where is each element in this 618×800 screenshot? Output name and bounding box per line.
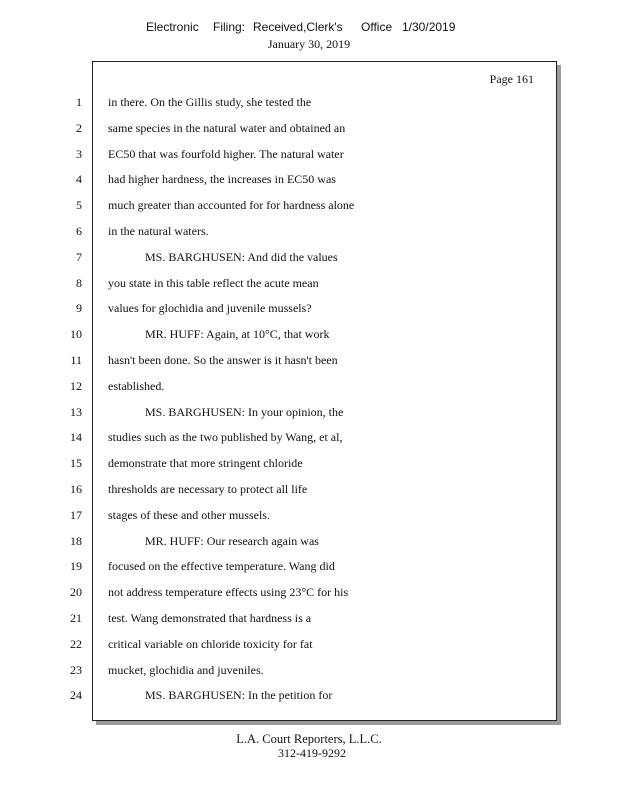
line-number: 8 xyxy=(76,276,82,290)
line-number: 5 xyxy=(76,198,82,212)
transcript-line-text: not address temperature effects using 23°C for his xyxy=(108,585,349,599)
transcript-line-text: thresholds are necessary to protect all life xyxy=(108,482,308,496)
transcript-line-text: same species in the natural water and obtained an xyxy=(108,121,346,135)
line-number: 17 xyxy=(70,508,82,522)
line-number: 7 xyxy=(76,250,82,264)
transcript-line-text: you state in this table reflect the acute mean xyxy=(108,276,319,290)
page-number: Page 161 xyxy=(489,72,534,86)
transcript-line-text: studies such as the two published by Wang, et al, xyxy=(108,430,343,444)
footer-company: L.A. Court Reporters, L.L.C. xyxy=(236,732,382,746)
line-number: 13 xyxy=(70,405,82,419)
header-electronic: Electronic xyxy=(146,20,199,34)
footer-phone: 312-419-9292 xyxy=(278,746,346,760)
line-number: 2 xyxy=(76,121,82,135)
transcript-line-text: focused on the effective temperature. Wang did xyxy=(108,559,335,573)
transcript-line-text: critical variable on chloride toxicity for fat xyxy=(108,637,313,651)
line-number: 22 xyxy=(70,637,82,651)
transcript-line-text: stages of these and other mussels. xyxy=(108,508,270,522)
line-number: 12 xyxy=(70,379,82,393)
line-number: 18 xyxy=(70,534,82,548)
line-number: 24 xyxy=(70,688,82,702)
line-number: 9 xyxy=(76,301,82,315)
line-number: 10 xyxy=(70,327,82,341)
line-number: 19 xyxy=(70,559,82,573)
transcript-line-text: MS. BARGHUSEN: In your opinion, the xyxy=(145,405,344,419)
line-number: 1 xyxy=(76,95,82,109)
transcript-line-text: test. Wang demonstrated that hardness is a xyxy=(108,611,312,625)
header-office: Office xyxy=(361,20,393,34)
header-filed-date: 1/30/2019 xyxy=(402,20,456,34)
header-filing: Filing: xyxy=(213,20,246,34)
transcript-line-text: MS. BARGHUSEN: In the petition for xyxy=(145,688,333,702)
line-number: 15 xyxy=(70,456,82,470)
transcript-line-text: values for glochidia and juvenile mussels? xyxy=(108,301,312,315)
transcript-line-text: MR. HUFF: Again, at 10°C, that work xyxy=(145,327,330,341)
line-number: 21 xyxy=(70,611,82,625)
line-number: 4 xyxy=(76,172,82,186)
transcript-line-text: EC50 that was fourfold higher. The natural water xyxy=(108,147,344,161)
header-received-clerks: Received,Clerk's xyxy=(253,20,343,34)
line-number: 11 xyxy=(70,353,82,367)
transcript-line-text: hasn't been done. So the answer is it hasn't been xyxy=(108,353,338,367)
transcript-line-text: much greater than accounted for for hardness alone xyxy=(108,198,355,212)
transcript-line-text: in there. On the Gillis study, she tested the xyxy=(108,95,312,109)
line-number: 3 xyxy=(76,147,82,161)
transcript-line-text: established. xyxy=(108,379,165,393)
transcript-line-text: mucket, glochidia and juveniles. xyxy=(108,663,264,677)
transcript-line-text: demonstrate that more stringent chloride xyxy=(108,456,303,470)
line-number: 16 xyxy=(70,482,82,496)
transcript-line-text: MS. BARGHUSEN: And did the values xyxy=(145,250,338,264)
transcript-line-text: had higher hardness, the increases in EC50 was xyxy=(108,172,336,186)
line-number: 6 xyxy=(76,224,82,238)
line-number: 14 xyxy=(70,430,82,444)
header-date: January 30, 2019 xyxy=(267,37,351,51)
transcript-line-text: MR. HUFF: Our research again was xyxy=(145,534,319,548)
line-number: 23 xyxy=(70,663,82,677)
line-number: 20 xyxy=(70,585,82,599)
transcript-line-text: in the natural waters. xyxy=(108,224,209,238)
